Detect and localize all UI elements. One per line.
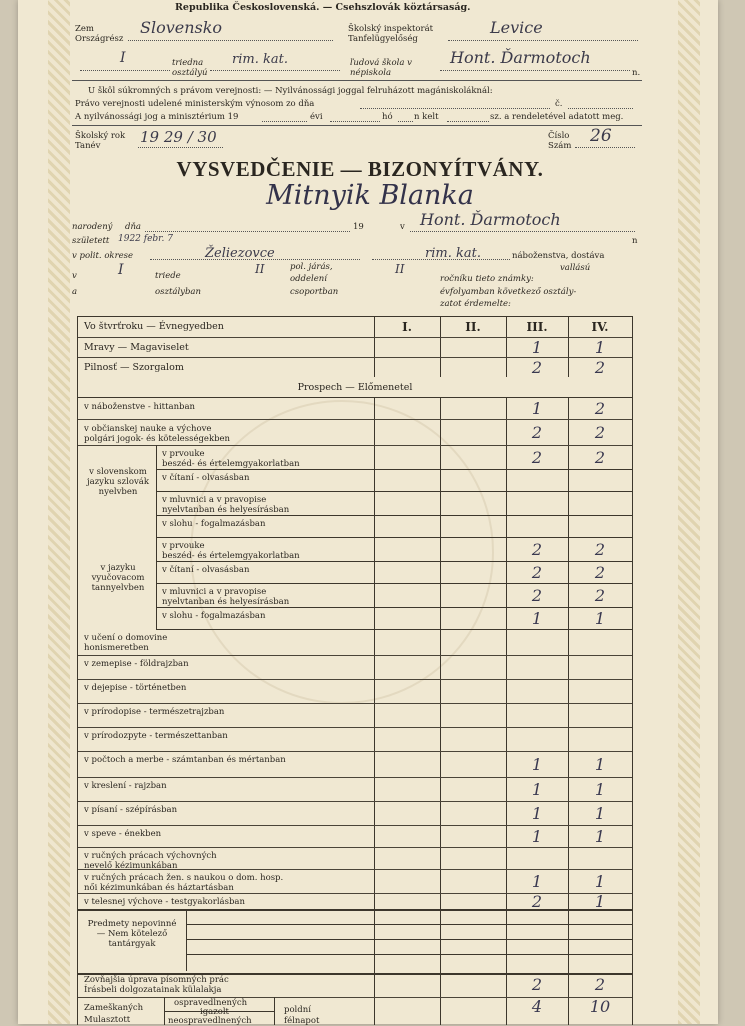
- s_slohu-label-1: v slohu - fogalmazásban: [162, 519, 266, 529]
- t_slohu-grade-q2: [440, 607, 506, 629]
- s_mluvnici-grade-q3: [506, 491, 568, 515]
- blank-line: [186, 939, 632, 940]
- prirodopise-label-1: v prírodopise - természetrajzban: [84, 707, 225, 717]
- year19-label: 19: [353, 222, 364, 232]
- oddeleni-label: oddelení: [290, 274, 327, 284]
- prirodozpyte-label-1: v prírodozpyte - természettanban: [84, 731, 228, 741]
- t_prvouke-grade-q1: [374, 537, 440, 561]
- private-line3-a: A nyilvánossági jog a minisztérium 19: [75, 112, 239, 122]
- mravy-grade-q4: 1: [594, 337, 606, 357]
- rucne_zen-label-1: v ručných prácach žen. s naukou o dom. hosp.: [84, 873, 284, 883]
- s_prvouke-grade-q3: 2: [531, 447, 543, 467]
- t_prvouke-label-1: v prvouke: [162, 541, 205, 551]
- pisani-grade-q2: [440, 801, 506, 825]
- prospech-header: Prospech — Előmenetel: [297, 382, 413, 393]
- uprava-grade-q2: [440, 971, 506, 997]
- s_citani-grade-q1: [374, 469, 440, 491]
- rucne_zen-label-2: női kézimunkában és háztartásban: [84, 883, 234, 893]
- private-line3-d: n kelt: [414, 112, 439, 122]
- zatot-label: zatot érdemelte:: [440, 299, 511, 309]
- triede-label: triede: [155, 271, 181, 281]
- poldni-label: poldní: [284, 1005, 311, 1015]
- telesnej-grade-q2: [440, 893, 506, 909]
- t_citani-grade-q4: 2: [594, 562, 606, 582]
- domovine-grade-q3: [506, 629, 568, 655]
- t_mluvnici-grade-q3: 2: [531, 585, 543, 605]
- zameskane-grade-q3: 4: [531, 996, 543, 1016]
- ospravedlnenych-label: ospravedlnených: [174, 998, 248, 1008]
- blank-line: [186, 924, 632, 925]
- prirodopise-grade-q2: [440, 703, 506, 727]
- pocte-grade-q1: [374, 751, 440, 777]
- s_mluvnici-label-2: nyelvtanban és helyesírásban: [162, 505, 290, 515]
- s_citani-grade-q2: [440, 469, 506, 491]
- s_slohu-grade-q3: [506, 515, 568, 537]
- prirodozpyte-grade-q1: [374, 727, 440, 751]
- szam-label: Szám: [548, 141, 572, 151]
- s_mluvnici-label-1: v mluvnici a v pravopise: [162, 495, 267, 505]
- nabozenstvo-grade-q2: [440, 397, 506, 419]
- prirodopise-grade-q3: [506, 703, 568, 727]
- t_slohu-grade-q3: 1: [531, 608, 543, 628]
- zameskane-grade-q1: [374, 997, 440, 1015]
- t_citani-grade-q3: 2: [531, 562, 543, 582]
- dna-label: dňa: [125, 222, 141, 232]
- prirodopise-grade-q4: [568, 703, 632, 727]
- zem-value: Slovensko: [140, 18, 223, 37]
- mulasztott-label: Mulasztott: [84, 1015, 131, 1025]
- zameskanych-label: Zameškaných: [84, 1003, 144, 1013]
- uprava-label-1: Zovňajšia úprava písomných prác: [84, 975, 229, 985]
- zem-label: Zem: [75, 24, 94, 34]
- s_prvouke-grade-q4: 2: [594, 447, 606, 467]
- v-label: v: [400, 222, 405, 232]
- blank-line: [186, 954, 632, 955]
- rucne-label-2: nevelő kézimunkában: [84, 861, 178, 871]
- certificate-title: VYSVEDČENIE — BIZONYÍTVÁNY.: [176, 157, 544, 181]
- quarter-header: Vo štvrťroku — Évnegyedben: [84, 321, 224, 332]
- narodeny-label: narodený: [72, 222, 113, 232]
- t_slohu-grade-q1: [374, 607, 440, 629]
- ornamental-border-left: [48, 0, 70, 1024]
- dejepise-grade-q3: [506, 679, 568, 703]
- a-label: a: [72, 287, 78, 297]
- dejepise-grade-q1: [374, 679, 440, 703]
- trieda-no: I: [118, 262, 124, 278]
- mravy-grade-q3: 1: [531, 337, 543, 357]
- prirodopise-grade-q1: [374, 703, 440, 727]
- pilnost-grade-q2: [440, 357, 506, 377]
- dejepise-grade-q2: [440, 679, 506, 703]
- s_prvouke-grade-q1: [374, 445, 440, 469]
- col-header-q4: IV.: [591, 320, 609, 334]
- birth-place: Hont. Ďarmotoch: [420, 210, 561, 229]
- v2-label: v: [72, 271, 77, 281]
- mravy-grade-q1: [374, 337, 440, 357]
- telesnej-label-1: v telesnej výchove - testgyakorlásban: [84, 897, 245, 907]
- cislo-value: 26: [590, 126, 612, 146]
- speve-grade-q1: [374, 825, 440, 847]
- domovine-label-2: honismeretben: [84, 643, 149, 653]
- nabozenstvo-label-1: v náboženstve - hittanban: [84, 402, 196, 412]
- rucne-grade-q1: [374, 847, 440, 869]
- private-school-line-1: U škôl súkromných s právom verejnosti: — Nyilvánossági joggal felruházott magániskoláknál:: [88, 86, 493, 96]
- rucne_zen-grade-q3: 1: [531, 871, 543, 891]
- private-line3-e: sz. a rendeletével adatott meg.: [490, 112, 624, 122]
- t_citani-label-1: v čítaní - olvasásban: [162, 565, 250, 575]
- rok-value: 19 29 / 30: [140, 128, 217, 146]
- n-label: n.: [632, 68, 641, 78]
- pilnost-grade-q4: 2: [594, 357, 606, 377]
- rucne-label-1: v ručných prácach výchovných: [84, 851, 217, 861]
- pisani-label-1: v písaní - szépírásban: [84, 805, 178, 815]
- evfolyam-label: évfolyamban következő osztály-: [440, 287, 577, 297]
- s_mluvnici-grade-q4: [568, 491, 632, 515]
- triedna-label: triedna: [172, 58, 204, 68]
- pilnost-label: Pilnosť — Szorgalom: [84, 362, 184, 373]
- s_slohu-grade-q4: [568, 515, 632, 537]
- prirodozpyte-grade-q4: [568, 727, 632, 751]
- private-line3-c: hó: [382, 112, 393, 122]
- group-divider: [186, 909, 187, 971]
- s_mluvnici-grade-q2: [440, 491, 506, 515]
- rucne_zen-grade-q1: [374, 869, 440, 893]
- ornamental-border-right: [678, 0, 700, 1024]
- skola-label: ľudová škola v: [350, 58, 412, 68]
- grades-table: [77, 316, 633, 1025]
- uprava-label-2: Írásbeli dolgozatainak külalakja: [84, 985, 222, 995]
- kresleni-grade-q4: 1: [594, 779, 606, 799]
- n-birth-label: n: [632, 236, 638, 246]
- private-school-line-2: Právo verejnosti udelené ministerským výnosom zo dňa: [75, 99, 315, 109]
- kresleni-grade-q1: [374, 777, 440, 801]
- felnapot-label: félnapot: [284, 1016, 320, 1026]
- col-header-q3: III.: [526, 320, 548, 334]
- zemepise-grade-q4: [568, 655, 632, 679]
- domovine-label-1: v učení o domovine: [84, 633, 168, 643]
- speve-label-1: v speve - énekben: [84, 829, 162, 839]
- mravy-label: Mravy — Magaviselet: [84, 342, 189, 353]
- zameskane-grade-q4: 10: [589, 996, 611, 1016]
- private-line2-c: č.: [555, 99, 563, 109]
- s_prvouke-grade-q2: [440, 445, 506, 469]
- republic-heading: Republika Československá. — Csehszlovák köztársaság.: [175, 2, 471, 13]
- obcianske-grade-q1: [374, 419, 440, 445]
- speve-grade-q3: 1: [531, 826, 543, 846]
- slovak-group-label: v slovenskom jazyku szlovák nyelvben: [86, 467, 149, 497]
- skola-value: Hont. Ďarmotoch: [450, 48, 591, 67]
- nab-label: náboženstva, dostáva: [512, 251, 605, 261]
- group-divider: [274, 997, 275, 1025]
- nabozenstvo-grade-q4: 2: [594, 398, 606, 418]
- orszag-label: Országrész: [75, 34, 124, 44]
- uprava-grade-q1: [374, 971, 440, 997]
- tanev-label: Tanév: [75, 141, 101, 151]
- dejepise-label-1: v dejepise - történetben: [84, 683, 187, 693]
- prirodozpyte-grade-q3: [506, 727, 568, 751]
- mravy-grade-q2: [440, 337, 506, 357]
- s_prvouke-label-1: v prvouke: [162, 449, 205, 459]
- rucne-grade-q4: [568, 847, 632, 869]
- student-name: Mitnyik Blanka: [266, 180, 474, 211]
- s_citani-label-1: v čítaní - olvasásban: [162, 473, 250, 483]
- tanfel-label: Tanfelügyelőség: [348, 34, 418, 44]
- vyznanie-value: rim. kat.: [232, 52, 288, 67]
- cislo-label: Číslo: [548, 131, 570, 141]
- s_mluvnici-grade-q1: [374, 491, 440, 515]
- nepiskola-label: népiskola: [350, 68, 392, 78]
- nab-value: rim. kat.: [425, 246, 481, 261]
- pilnost-grade-q1: [374, 357, 440, 377]
- osztalyban-label: osztályban: [155, 287, 201, 297]
- teach-group-label: v jazyku vyučovacom tannyelvben: [91, 563, 145, 593]
- pocte-grade-q3: 1: [531, 754, 543, 774]
- pocte-grade-q4: 1: [594, 754, 606, 774]
- zemepise-grade-q3: [506, 655, 568, 679]
- inspektorat-label: Školský inspektorát: [348, 24, 434, 34]
- pocte-grade-q2: [440, 751, 506, 777]
- nabozenstvo-grade-q1: [374, 397, 440, 419]
- obcianske-grade-q4: 2: [594, 422, 606, 442]
- obcianske-grade-q2: [440, 419, 506, 445]
- telesnej-grade-q3: 2: [531, 891, 543, 911]
- trieda-value: I: [120, 50, 126, 66]
- birth-date: 1922 febr. 7: [118, 234, 173, 244]
- szuletett-label: született: [72, 236, 110, 246]
- okres-label: v polit. okrese: [72, 251, 134, 261]
- obcianske-label-1: v občianskej nauke a výchove: [84, 424, 212, 434]
- pilnost-grade-q3: 2: [531, 357, 543, 377]
- rucne-grade-q3: [506, 847, 568, 869]
- s_slohu-grade-q1: [374, 515, 440, 537]
- t_mluvnici-label-1: v mluvnici a v pravopise: [162, 587, 267, 597]
- t_citani-grade-q2: [440, 561, 506, 583]
- zemepise-label-1: v zemepise - földrajzban: [84, 659, 189, 669]
- t_mluvnici-label-2: nyelvtanban és helyesírásban: [162, 597, 290, 607]
- s_slohu-grade-q2: [440, 515, 506, 537]
- t_mluvnici-grade-q4: 2: [594, 585, 606, 605]
- s_citani-grade-q3: [506, 469, 568, 491]
- telesnej-grade-q1: [374, 893, 440, 909]
- inspektorat-value: Levice: [490, 18, 543, 37]
- uprava-grade-q3: 2: [531, 974, 543, 994]
- neospravedlnenych-label: neospravedlnených: [168, 1016, 252, 1026]
- pisani-grade-q1: [374, 801, 440, 825]
- t_prvouke-grade-q2: [440, 537, 506, 561]
- s_citani-grade-q4: [568, 469, 632, 491]
- kresleni-grade-q2: [440, 777, 506, 801]
- prirodozpyte-grade-q2: [440, 727, 506, 751]
- zemepise-grade-q1: [374, 655, 440, 679]
- t_mluvnici-grade-q2: [440, 583, 506, 607]
- obcianske-label-2: polgári jogok- és kötelességekben: [84, 434, 231, 444]
- t_prvouke-grade-q4: 2: [594, 539, 606, 559]
- t_mluvnici-grade-q1: [374, 583, 440, 607]
- nabozenstvo-grade-q3: 1: [531, 398, 543, 418]
- t_slohu-grade-q4: 1: [594, 608, 606, 628]
- pol-no: II: [255, 262, 265, 276]
- t_citani-grade-q1: [374, 561, 440, 583]
- speve-grade-q2: [440, 825, 506, 847]
- csoportban-label: csoportban: [290, 287, 339, 297]
- rocniku-label: ročníku tieto známky:: [440, 274, 534, 284]
- vallasu-label: vallású: [560, 263, 591, 273]
- pisani-grade-q4: 1: [594, 803, 606, 823]
- obcianske-grade-q3: 2: [531, 422, 543, 442]
- nepovinne-label: Predmety nepovinné — Nem kötelező tantárgyak: [87, 919, 177, 949]
- domovine-grade-q4: [568, 629, 632, 655]
- kresleni-grade-q3: 1: [531, 779, 543, 799]
- col-header-q1: I.: [402, 320, 412, 334]
- domovine-grade-q1: [374, 629, 440, 655]
- t_prvouke-label-2: beszéd- és értelemgyakorlatban: [162, 551, 300, 561]
- telesnej-grade-q4: 1: [594, 891, 606, 911]
- pocte-label-1: v počtoch a merbe - számtanban és mértanban: [84, 755, 286, 765]
- rucne_zen-grade-q4: 1: [594, 871, 606, 891]
- uprava-grade-q4: 2: [594, 974, 606, 994]
- igazolt-label: igazolt: [200, 1007, 229, 1017]
- domovine-grade-q2: [440, 629, 506, 655]
- rok-label: Školský rok: [75, 131, 126, 141]
- speve-grade-q4: 1: [594, 826, 606, 846]
- okres-value: Želiezovce: [205, 246, 275, 261]
- col-header-q2: II.: [465, 320, 481, 334]
- t_slohu-label-1: v slohu - fogalmazásban: [162, 611, 266, 621]
- rucne-grade-q2: [440, 847, 506, 869]
- rocnik-no: II: [395, 262, 405, 276]
- zameskane-grade-q2: [440, 997, 506, 1015]
- pol-label: pol. járás,: [290, 262, 333, 272]
- kresleni-label-1: v kreslení - rajzban: [84, 781, 167, 791]
- zemepise-grade-q2: [440, 655, 506, 679]
- pisani-grade-q3: 1: [531, 803, 543, 823]
- t_prvouke-grade-q3: 2: [531, 539, 543, 559]
- dejepise-grade-q4: [568, 679, 632, 703]
- s_prvouke-label-2: beszéd- és értelemgyakorlatban: [162, 459, 300, 469]
- osztalyu-label: osztályú: [172, 68, 208, 78]
- rucne_zen-grade-q2: [440, 869, 506, 893]
- private-line3-b: évi: [310, 112, 323, 122]
